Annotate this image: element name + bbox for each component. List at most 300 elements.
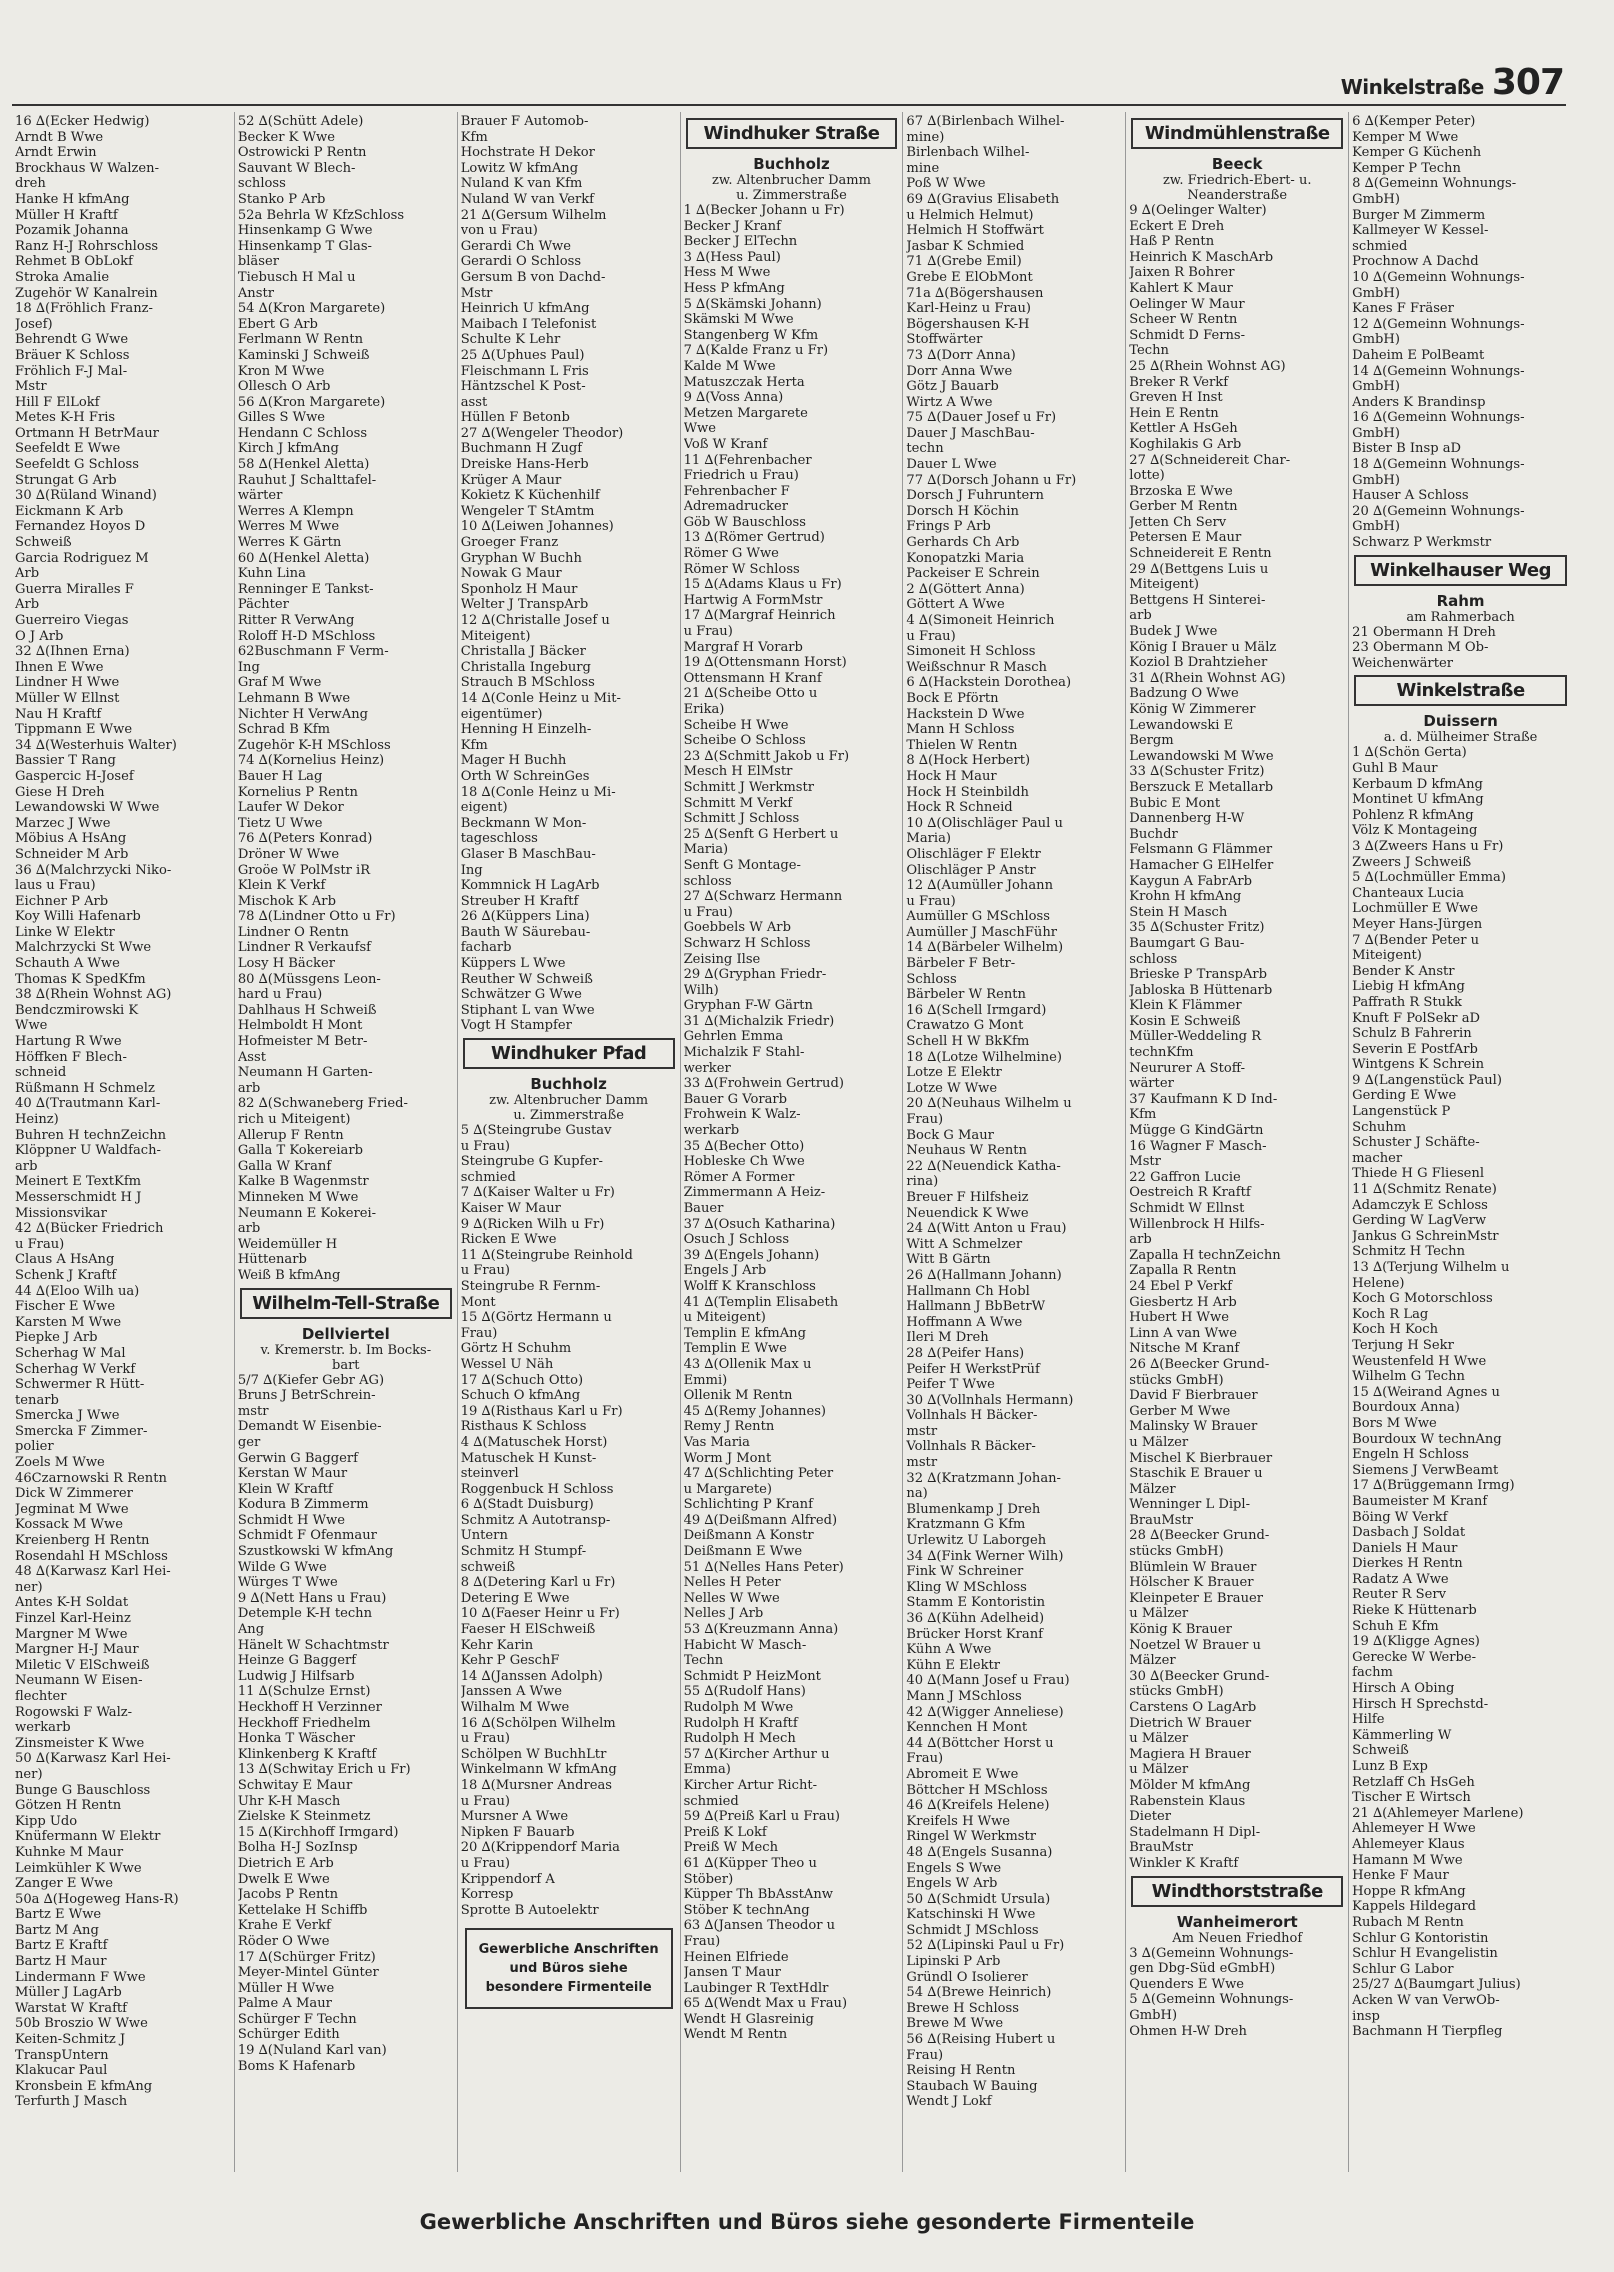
directory-entry: Schmitz A Autotransp- [460, 1512, 611, 1528]
directory-entry: Hinsenkamp G Wwe [237, 223, 373, 239]
directory-entry: Dorsch H Köchin [906, 503, 1019, 519]
directory-entry: 16 ∆(Schell Irmgard) [906, 1002, 1047, 1018]
directory-entry: Zoels M Wwe [15, 1455, 105, 1471]
directory-entry: Wirtz A Wwe [906, 394, 993, 410]
directory-entry: Linke W Elektr [15, 924, 115, 940]
directory-entry: Bartz H Maur [15, 1954, 107, 1970]
district-name: Buchholz [753, 155, 830, 173]
district-name: Dellviertel [301, 1324, 390, 1343]
directory-entry: 52a Behrla W KfzSchloss [237, 207, 405, 223]
directory-entry: Hess M Wwe [683, 265, 771, 281]
directory-entry: Adamczyk E Schloss [1352, 1197, 1488, 1213]
directory-entry: Mstr [460, 285, 493, 301]
directory-entry: Kronsbein E kfmAng [15, 2078, 153, 2094]
directory-entry: Stamm E Kontoristin [906, 1595, 1046, 1611]
directory-entry: 23 ∆(Schmitt Jakob u Fr) [683, 748, 850, 764]
directory-entry: Möbius A HsAng [15, 831, 127, 847]
directory-entry: Tippmann E Wwe [15, 722, 133, 738]
directory-entry: Michalzik F Stahl- [683, 1045, 805, 1061]
directory-entry: Malchrzycki St Wwe [15, 940, 152, 956]
directory-entry: Hock R Schneid [906, 800, 1013, 816]
directory-entry: Rüßmann H Schmelz [15, 1080, 155, 1096]
directory-entry: Hüllen F Betonb [460, 410, 570, 426]
directory-entry: Vas Maria [683, 1434, 750, 1450]
directory-entry: Karsten M Wwe [15, 1314, 122, 1330]
directory-entry: 11 ∆(Fehrenbacher [683, 452, 812, 468]
directory-entry: Hanke H kfmAng [15, 191, 130, 207]
directory-entry: Anders K Brandinsp [1352, 394, 1486, 410]
directory-entry: Hackstein D Wwe [906, 706, 1025, 722]
directory-entry: Zanger E Wwe [15, 1876, 114, 1892]
directory-entry: Eichner P Arb [15, 893, 109, 909]
directory-entry: Brücker Horst Kranf [906, 1626, 1044, 1642]
directory-entry: Emma) [683, 1762, 731, 1778]
directory-entry: Schweiß [1352, 1743, 1409, 1759]
street-heading: Windhuker Straße [686, 118, 898, 149]
directory-entry: Hallmann Ch Hobl [906, 1283, 1030, 1299]
directory-entry: Jacobs P Rentn [237, 1887, 339, 1903]
directory-entry: 14 ∆(Gemeinn Wohnungs- [1352, 363, 1525, 379]
directory-entry: Badzung O Wwe [1129, 686, 1239, 702]
directory-entry: Oestreich R Kraftf [1129, 1185, 1251, 1201]
directory-entry: Mälzer [1129, 1481, 1176, 1497]
directory-entry: Mursner A Wwe [460, 1809, 569, 1825]
directory-entry: technKfm [1129, 1045, 1194, 1061]
directory-entry: Roloff H-D MSchloss [237, 628, 376, 644]
directory-entry: Preiß W Mech [683, 1840, 779, 1856]
directory-entry: 56 ∆(Kron Margarete) [237, 394, 386, 410]
directory-entry: 10 ∆(Olischläger Paul u [906, 815, 1063, 831]
directory-entry: 5 ∆(Steingrube Gustav [460, 1123, 612, 1139]
directory-entry: Dorsch J Fuhruntern [906, 488, 1044, 504]
directory-entry: Kirch J kfmAng [237, 441, 339, 457]
directory-entry: Montinet U kfmAng [1352, 792, 1484, 808]
directory-entry: Römer A Former [683, 1169, 795, 1185]
directory-entry: Schauth A Wwe [15, 956, 120, 972]
directory-entry: werkarb [15, 1720, 71, 1736]
directory-entry: Buchdr [1129, 826, 1178, 842]
directory-entry: 21 ∆(Ahlemeyer Marlene) [1352, 1805, 1524, 1821]
directory-entry: Winkelmann W kfmAng [460, 1762, 617, 1778]
directory-entry: Daniels H Maur [1352, 1540, 1458, 1556]
directory-entry: 10 ∆(Leiwen Johannes) [460, 519, 614, 535]
directory-entry: Mstr [15, 379, 47, 395]
directory-entry: Krohn H kfmAng [1129, 889, 1242, 905]
directory-entry: 3 ∆(Gemeinn Wohnungs- [1129, 1945, 1294, 1961]
directory-entry: Henning H Einzelh- [460, 722, 592, 738]
directory-entry: Küppers L Wwe [460, 956, 566, 972]
directory-entry: 61 ∆(Küpper Theo u [683, 1855, 817, 1871]
directory-entry: Schwätzer G Wwe [460, 987, 582, 1003]
directory-entry: Hartwig A FormMstr [683, 592, 823, 608]
directory-entry: Mont [460, 1294, 496, 1310]
directory-entry: Mischok K Arb [237, 893, 336, 909]
directory-entry: Piepke J Arb [15, 1330, 98, 1346]
directory-entry: hard u Frau) [237, 987, 323, 1003]
directory-entry: Berszuck E Metallarb [1129, 779, 1274, 795]
directory-entry: Matuszczak Herta [683, 374, 805, 390]
directory-entry: Burger M Zimmerm [1352, 207, 1486, 223]
directory-entry: u Mälzer [1129, 1434, 1189, 1450]
directory-entry: Rabenstein Klaus [1129, 1793, 1246, 1809]
directory-entry: 42 ∆(Wigger Anneliese) [906, 1704, 1064, 1720]
directory-entry: Schwarz P Werkmstr [1352, 535, 1492, 551]
directory-entry: Frau) [906, 2047, 944, 2063]
directory-entry: Gaspercic H-Josef [15, 768, 134, 784]
district-name: Wanheimerort [1176, 1912, 1298, 1931]
directory-entry: Kalde M Wwe [683, 358, 776, 374]
directory-entry: Haß P Rentn [1129, 234, 1215, 250]
directory-entry: Hoffmann A Wwe [906, 1314, 1023, 1330]
directory-entry: Dreiske Hans-Herb [460, 457, 589, 473]
directory-entry: 43 ∆(Ollenik Max u [683, 1356, 812, 1372]
directory-entry: 1 ∆(Schön Gerta) [1352, 745, 1467, 761]
directory-entry: 29 ∆(Gryphan Friedr- [683, 967, 827, 983]
street-heading: Windmühlenstraße [1131, 118, 1343, 149]
directory-entry: 19 ∆(Nuland Karl van) [237, 2043, 387, 2059]
directory-entry: bläser [237, 254, 279, 270]
directory-entry: 65 ∆(Wendt Max u Frau) [683, 1996, 848, 2012]
directory-entry: Goebbels W Arb [683, 920, 791, 936]
directory-entry: 12 ∆(Christalle Josef u [460, 613, 610, 628]
directory-entry: Dietrich E Arb [237, 1855, 334, 1871]
directory-entry: Scherhag W Mal [15, 1345, 126, 1361]
directory-entry: Göttert A Wwe [906, 597, 1005, 613]
directory-entry: Becker K Wwe [237, 129, 336, 145]
directory-entry: Nuland K van Kfm [460, 176, 583, 192]
street-location: bart [332, 1357, 360, 1373]
directory-entry: Kalke B Wagenmstr [237, 1174, 369, 1190]
directory-entry: Hoppe R kfmAng [1352, 1883, 1466, 1899]
directory-entry: laus u Frau) [15, 878, 96, 894]
directory-entry: polier [15, 1439, 54, 1455]
directory-entry: Kosin E Schweiß [1129, 1013, 1241, 1029]
directory-entry: Friedrich u Frau) [683, 468, 799, 484]
directory-entry: 18 ∆(Fröhlich Franz- [15, 301, 153, 317]
directory-entry: 6 ∆(Hackstein Dorothea) [906, 675, 1072, 691]
directory-entry: dreh [15, 176, 46, 192]
directory-entry: Frau) [683, 1933, 721, 1949]
directory-entry: Demandt W Eisenbie- [237, 1419, 382, 1435]
directory-entry: Kennchen H Mont [906, 1720, 1028, 1736]
directory-entry: Vogt H Stampfer [460, 1018, 572, 1034]
directory-entry: wärter [1129, 1076, 1174, 1092]
directory-entry: Ricken E Wwe [460, 1232, 557, 1248]
directory-entry: Abromeit E Wwe [906, 1766, 1019, 1782]
directory-entry: Guhl B Maur [1352, 761, 1438, 776]
directory-entry: Hochstrate H Dekor [460, 145, 595, 161]
directory-entry: Arb [15, 566, 40, 582]
directory-entry: Remy J Rentn [683, 1419, 775, 1435]
directory-entry: Klakucar Paul [15, 2063, 108, 2079]
directory-entry: Nau H Kraftf [15, 706, 102, 722]
directory-entry: Brieske P TranspArb [1129, 967, 1268, 983]
directory-entry: Hinsenkamp T Glas- [237, 238, 372, 254]
directory-entry: Bauer G Vorarb [683, 1091, 788, 1107]
directory-entry: Ritter R VerwAng [237, 613, 355, 628]
directory-entry: Gerardi O Schloss [460, 254, 582, 270]
directory-entry: Klöppner U Waldfach- [15, 1143, 161, 1159]
directory-entry: 40 ∆(Trautmann Karl- [15, 1096, 161, 1112]
directory-entry: Bunge G Bauschloss [15, 1782, 151, 1798]
directory-entry: Bartz E Kraftf [15, 1938, 108, 1954]
directory-entry: 11 ∆(Schmitz Renate) [1352, 1182, 1497, 1198]
directory-entry: Lipinski P Arb [906, 1954, 1001, 1970]
directory-entry: 73 ∆(Dorr Anna) [906, 347, 1016, 363]
directory-entry: Seefeldt G Schloss [15, 457, 139, 473]
directory-entry: Werres K Gärtn [237, 535, 342, 551]
directory-entry: Templin E kfmAng [683, 1325, 806, 1341]
directory-entry: Engeln H Schloss [1352, 1447, 1469, 1463]
directory-entry: 21 ∆(Scheibe Otto u [683, 686, 818, 702]
directory-entry: Frau) [906, 1751, 944, 1767]
directory-entry: Guerreiro Viegas [15, 613, 129, 628]
directory-entry: Bartz E Wwe [15, 1907, 102, 1923]
directory-entry: Hubert H Wwe [1129, 1310, 1229, 1326]
directory-entry: Kahlert K Maur [1129, 280, 1233, 296]
directory-entry: Hamacher G ElHelfer [1129, 857, 1274, 873]
directory-entry: Schwermer R Hütt- [15, 1377, 145, 1393]
directory-entry: Wwe [15, 1018, 48, 1034]
directory-entry: Giesbertz H Arb [1129, 1294, 1237, 1310]
directory-entry: Welter J TranspArb [460, 597, 589, 613]
directory-entry: Fehrenbacher F [683, 483, 790, 499]
directory-entry: Ludwig J Hilfsarb [237, 1668, 355, 1684]
directory-entry: Josef) [15, 316, 53, 332]
directory-entry: Kron M Wwe [237, 363, 325, 379]
directory-entry: Stangenberg W Kfm [683, 327, 819, 343]
directory-entry: Gerwin G Baggerf [237, 1450, 358, 1466]
directory-entry: Kemper P Techn [1352, 160, 1461, 176]
directory-entry: eigentümer) [460, 706, 543, 722]
directory-entry: Koziol B Drahtzieher [1129, 655, 1268, 671]
directory-entry: Lehmann B Wwe [237, 690, 351, 706]
directory-entry: Hirsch H Sprechstd- [1352, 1696, 1489, 1712]
directory-entry: Oelinger W Maur [1129, 296, 1245, 312]
directory-entry: Bauer [683, 1201, 724, 1216]
directory-entry: 20 ∆(Neuhaus Wilhelm u [906, 1096, 1072, 1112]
directory-entry: Radatz A Wwe [1352, 1571, 1449, 1587]
directory-entry: Neumann W Eisen- [15, 1673, 143, 1689]
directory-entry: Peifer H WerkstPrüf [906, 1361, 1040, 1377]
directory-entry: 18 ∆(Conle Heinz u Mi- [460, 784, 616, 800]
directory-entry: Reuter R Serv [1352, 1587, 1447, 1603]
directory-entry: 35 ∆(Schuster Fritz) [1129, 920, 1265, 936]
directory-entry: 37 ∆(Osuch Katharina) [683, 1216, 836, 1232]
directory-entry: 25 ∆(Rhein Wohnst AG) [1129, 358, 1286, 374]
directory-entry: Felsmann G Flämmer [1129, 842, 1273, 858]
directory-entry: Dröner W Wwe [237, 846, 340, 862]
directory-entry: Krahe E Verkf [237, 1918, 331, 1934]
directory-entry: Packeiser E Schrein [906, 566, 1040, 582]
directory-entry: Dieter [1129, 1809, 1171, 1825]
directory-entry: 5 ∆(Lochmüller Emma) [1352, 870, 1506, 886]
directory-entry: Kleinpeter E Brauer [1129, 1590, 1264, 1606]
directory-entry: König I Brauer u Mälz [1129, 639, 1277, 655]
directory-entry: 5/7 ∆(Kiefer Gebr AG) [237, 1372, 385, 1388]
directory-entry: Rubach M Rentn [1352, 1914, 1464, 1930]
directory-entry: Koghilakis G Arb [1129, 436, 1242, 452]
directory-entry: Wwe [683, 421, 716, 437]
directory-entry: Minneken M Wwe [237, 1189, 359, 1205]
directory-entry: Wilhalm M Wwe [460, 1700, 570, 1715]
directory-entry: lotte) [1129, 468, 1165, 484]
directory-entry: 15 ∆(Kirchhoff Irmgard) [237, 1824, 399, 1840]
directory-entry: Hofmeister M Betr- [237, 1034, 368, 1050]
directory-entry: Faeser H ElSchweiß [460, 1622, 596, 1638]
directory-entry: Völz K Montageing [1352, 823, 1478, 839]
directory-entry: 28 ∆(Peifer Hans) [906, 1345, 1025, 1361]
directory-entry: 4 ∆(Simoneit Heinrich [906, 613, 1055, 628]
directory-entry: 8 ∆(Gemeinn Wohnungs- [1352, 176, 1517, 192]
directory-entry: Weichenwärter [1352, 655, 1453, 671]
directory-entry: Hauser A Schloss [1352, 488, 1469, 504]
street-location: a. d. Mülheimer Straße [1383, 730, 1538, 746]
directory-entry: Hendann C Schloss [237, 425, 368, 441]
directory-entry: 19 ∆(Risthaus Karl u Fr) [460, 1403, 623, 1419]
directory-entry: Urlewitz U Laborgeh [906, 1533, 1047, 1549]
directory-entry: Kallmeyer W Kessel- [1352, 223, 1489, 239]
directory-entry: Galla T Kokereiarb [237, 1143, 363, 1159]
directory-column [1349, 112, 1572, 2172]
directory-entry: macher [1352, 1150, 1403, 1166]
directory-entry: Schulte K Lehr [460, 332, 561, 348]
directory-entry: Häntzschel K Post- [460, 379, 586, 395]
directory-entry: Adremadrucker [683, 499, 788, 515]
directory-entry: Kämmerling W [1352, 1727, 1452, 1743]
directory-entry: u Mälzer [1129, 1762, 1189, 1778]
directory-entry: flechter [15, 1688, 67, 1704]
directory-entry: Noetzel W Brauer u [1129, 1637, 1261, 1653]
directory-entry: Ing [460, 862, 483, 878]
directory-entry: Neumann E Kokerei- [237, 1205, 377, 1221]
directory-entry: Hilfe [1352, 1712, 1385, 1728]
directory-entry: Nipken F Bauarb [460, 1824, 575, 1840]
directory-entry: Eickmann K Arb [15, 503, 124, 519]
directory-entry: Rosendahl H MSchloss [15, 1548, 168, 1564]
directory-entry: Schmidt F Ofenmaur [237, 1528, 377, 1544]
directory-entry: Sponholz H Maur [460, 581, 578, 597]
directory-entry: Groeger Franz [460, 535, 559, 551]
directory-entry: u Frau) [460, 1731, 510, 1747]
directory-entry: Grebe E ElObMont [906, 269, 1033, 285]
directory-entry: Daheim E PolBeamt [1352, 347, 1485, 363]
directory-entry: Lewandowski W Wwe [15, 800, 160, 816]
directory-entry: 50a ∆(Hogeweg Hans-R) [15, 1891, 179, 1907]
directory-entry: Wendt H Glasreinig [683, 2011, 814, 2027]
directory-entry: Tischer E Wirtsch [1352, 1790, 1471, 1806]
directory-entry: Korresp [460, 1887, 514, 1903]
directory-entry: Kipp Udo [15, 1813, 78, 1829]
directory-entry: König W Zimmerer [1129, 702, 1256, 717]
directory-entry: Schweiß [15, 535, 72, 551]
directory-entry: Peifer T Wwe [906, 1377, 995, 1393]
directory-entry: Bender K Anstr [1352, 963, 1455, 979]
directory-entry: Kuhnke M Maur [15, 1844, 124, 1860]
directory-entry: 1 ∆(Becker Johann u Fr) [683, 203, 845, 218]
directory-entry: Pozamik Johanna [15, 223, 129, 239]
directory-entry: Chanteaux Lucia [1352, 885, 1465, 901]
directory-entry: u Frau) [683, 904, 733, 920]
directory-entry: Bärbeler W Rentn [906, 987, 1026, 1003]
directory-entry: Fleischmann L Fris [460, 363, 589, 379]
directory-entry: Metzen Margarete [683, 405, 808, 421]
directory-entry: Tiebusch H Mal u [237, 269, 356, 285]
directory-entry: 29 ∆(Bettgens Luis u [1129, 561, 1269, 577]
directory-entry: Becker J Kranf [683, 218, 781, 234]
directory-entry: Kratzmann G Kfm [906, 1517, 1026, 1533]
directory-entry: Schwarz H Schloss [683, 935, 811, 951]
directory-entry: Jetten Ch Serv [1129, 514, 1227, 530]
directory-entry: Laubinger R TextHdlr [683, 1980, 829, 1996]
directory-entry: Bauth W Säurebau- [460, 924, 591, 940]
directory-entry: Gerhards Ch Arb [906, 535, 1020, 551]
directory-entry: Kaminski J Schweiß [237, 347, 370, 363]
directory-entry: arb [237, 1221, 261, 1237]
directory-entry: Thomas K SpedKfm [15, 971, 146, 987]
directory-entry: Göb W Bauschloss [683, 514, 806, 530]
directory-entry: fachm [1352, 1665, 1393, 1681]
directory-entry: Zielske K Steinmetz [237, 1809, 371, 1825]
directory-entry: 15 ∆(Görtz Hermann u [460, 1310, 612, 1326]
street-location: zw. Altenbrucher Damm [712, 173, 871, 188]
directory-entry: Schmidt J MSchloss [906, 1922, 1039, 1938]
directory-entry: 5 ∆(Gemeinn Wohnungs- [1129, 1992, 1294, 2008]
directory-entry: Siemens J VerwBeamt [1352, 1462, 1499, 1478]
directory-entry: Kornelius P Rentn [237, 784, 358, 800]
directory-entry: stücks GmbH) [1129, 1372, 1224, 1388]
directory-entry: 71 ∆(Grebe Emil) [906, 254, 1022, 270]
directory-entry: 32 ∆(Ihnen Erna) [15, 644, 130, 660]
directory-entry: 63 ∆(Jansen Theodor u [683, 1918, 836, 1934]
directory-entry: 25 ∆(Uphues Paul) [460, 347, 585, 363]
directory-entry: Boms K Hafenarb [237, 2058, 356, 2074]
directory-entry: Pohlenz R kfmAng [1352, 807, 1474, 823]
directory-entry: Rogowski F Walz- [15, 1704, 133, 1720]
directory-entry: Baumgart G Bau- [1129, 935, 1245, 951]
directory-entry: 28 ∆(Beecker Grund- [1129, 1528, 1270, 1544]
directory-entry: Terjung H Sekr [1352, 1337, 1454, 1353]
directory-entry: Beckmann W Mon- [460, 815, 587, 831]
directory-entry: Gersum B von Dachd- [460, 269, 606, 285]
directory-entry: facharb [460, 940, 512, 956]
directory-entry: Kettler A HsGeh [1129, 421, 1238, 437]
directory-entry: Zimmermann A Heiz- [683, 1185, 826, 1201]
directory-entry: Neuendick K Wwe [906, 1205, 1029, 1221]
directory-entry: Nelles H Peter [683, 1575, 781, 1591]
directory-entry: Schmitz H Stumpf- [460, 1544, 587, 1560]
directory-entry: 25/27 ∆(Baumgart Julius) [1352, 1977, 1521, 1993]
directory-entry: arb [237, 1080, 261, 1096]
directory-entry: 33 ∆(Schuster Fritz) [1129, 764, 1265, 780]
directory-entry: Kettelake H Schiffb [237, 1902, 368, 1918]
directory-entry: Frings P Arb [906, 519, 991, 535]
directory-entry: Becker J ElTechn [683, 234, 798, 250]
directory-column [903, 112, 1126, 2172]
directory-entry: 40 ∆(Mann Josef u Frau) [906, 1673, 1070, 1689]
directory-entry: Strungat G Arb [15, 472, 117, 488]
directory-entry: Hock H Maur [906, 768, 997, 784]
directory-entry: Witt A Schmelzer [906, 1236, 1023, 1252]
directory-entry: Klein K Verkf [237, 878, 326, 894]
directory-entry: Dorr Anna Wwe [906, 363, 1013, 379]
header-rule [12, 104, 1566, 106]
directory-entry: 34 ∆(Fink Werner Wilh) [906, 1548, 1064, 1564]
directory-entry: Kemper M Wwe [1352, 129, 1459, 145]
directory-entry: Neururer A Stoff- [1129, 1060, 1246, 1076]
directory-entry: Meyer-Mintel Günter [237, 1965, 379, 1981]
directory-entry: Hess P kfmAng [683, 280, 785, 296]
